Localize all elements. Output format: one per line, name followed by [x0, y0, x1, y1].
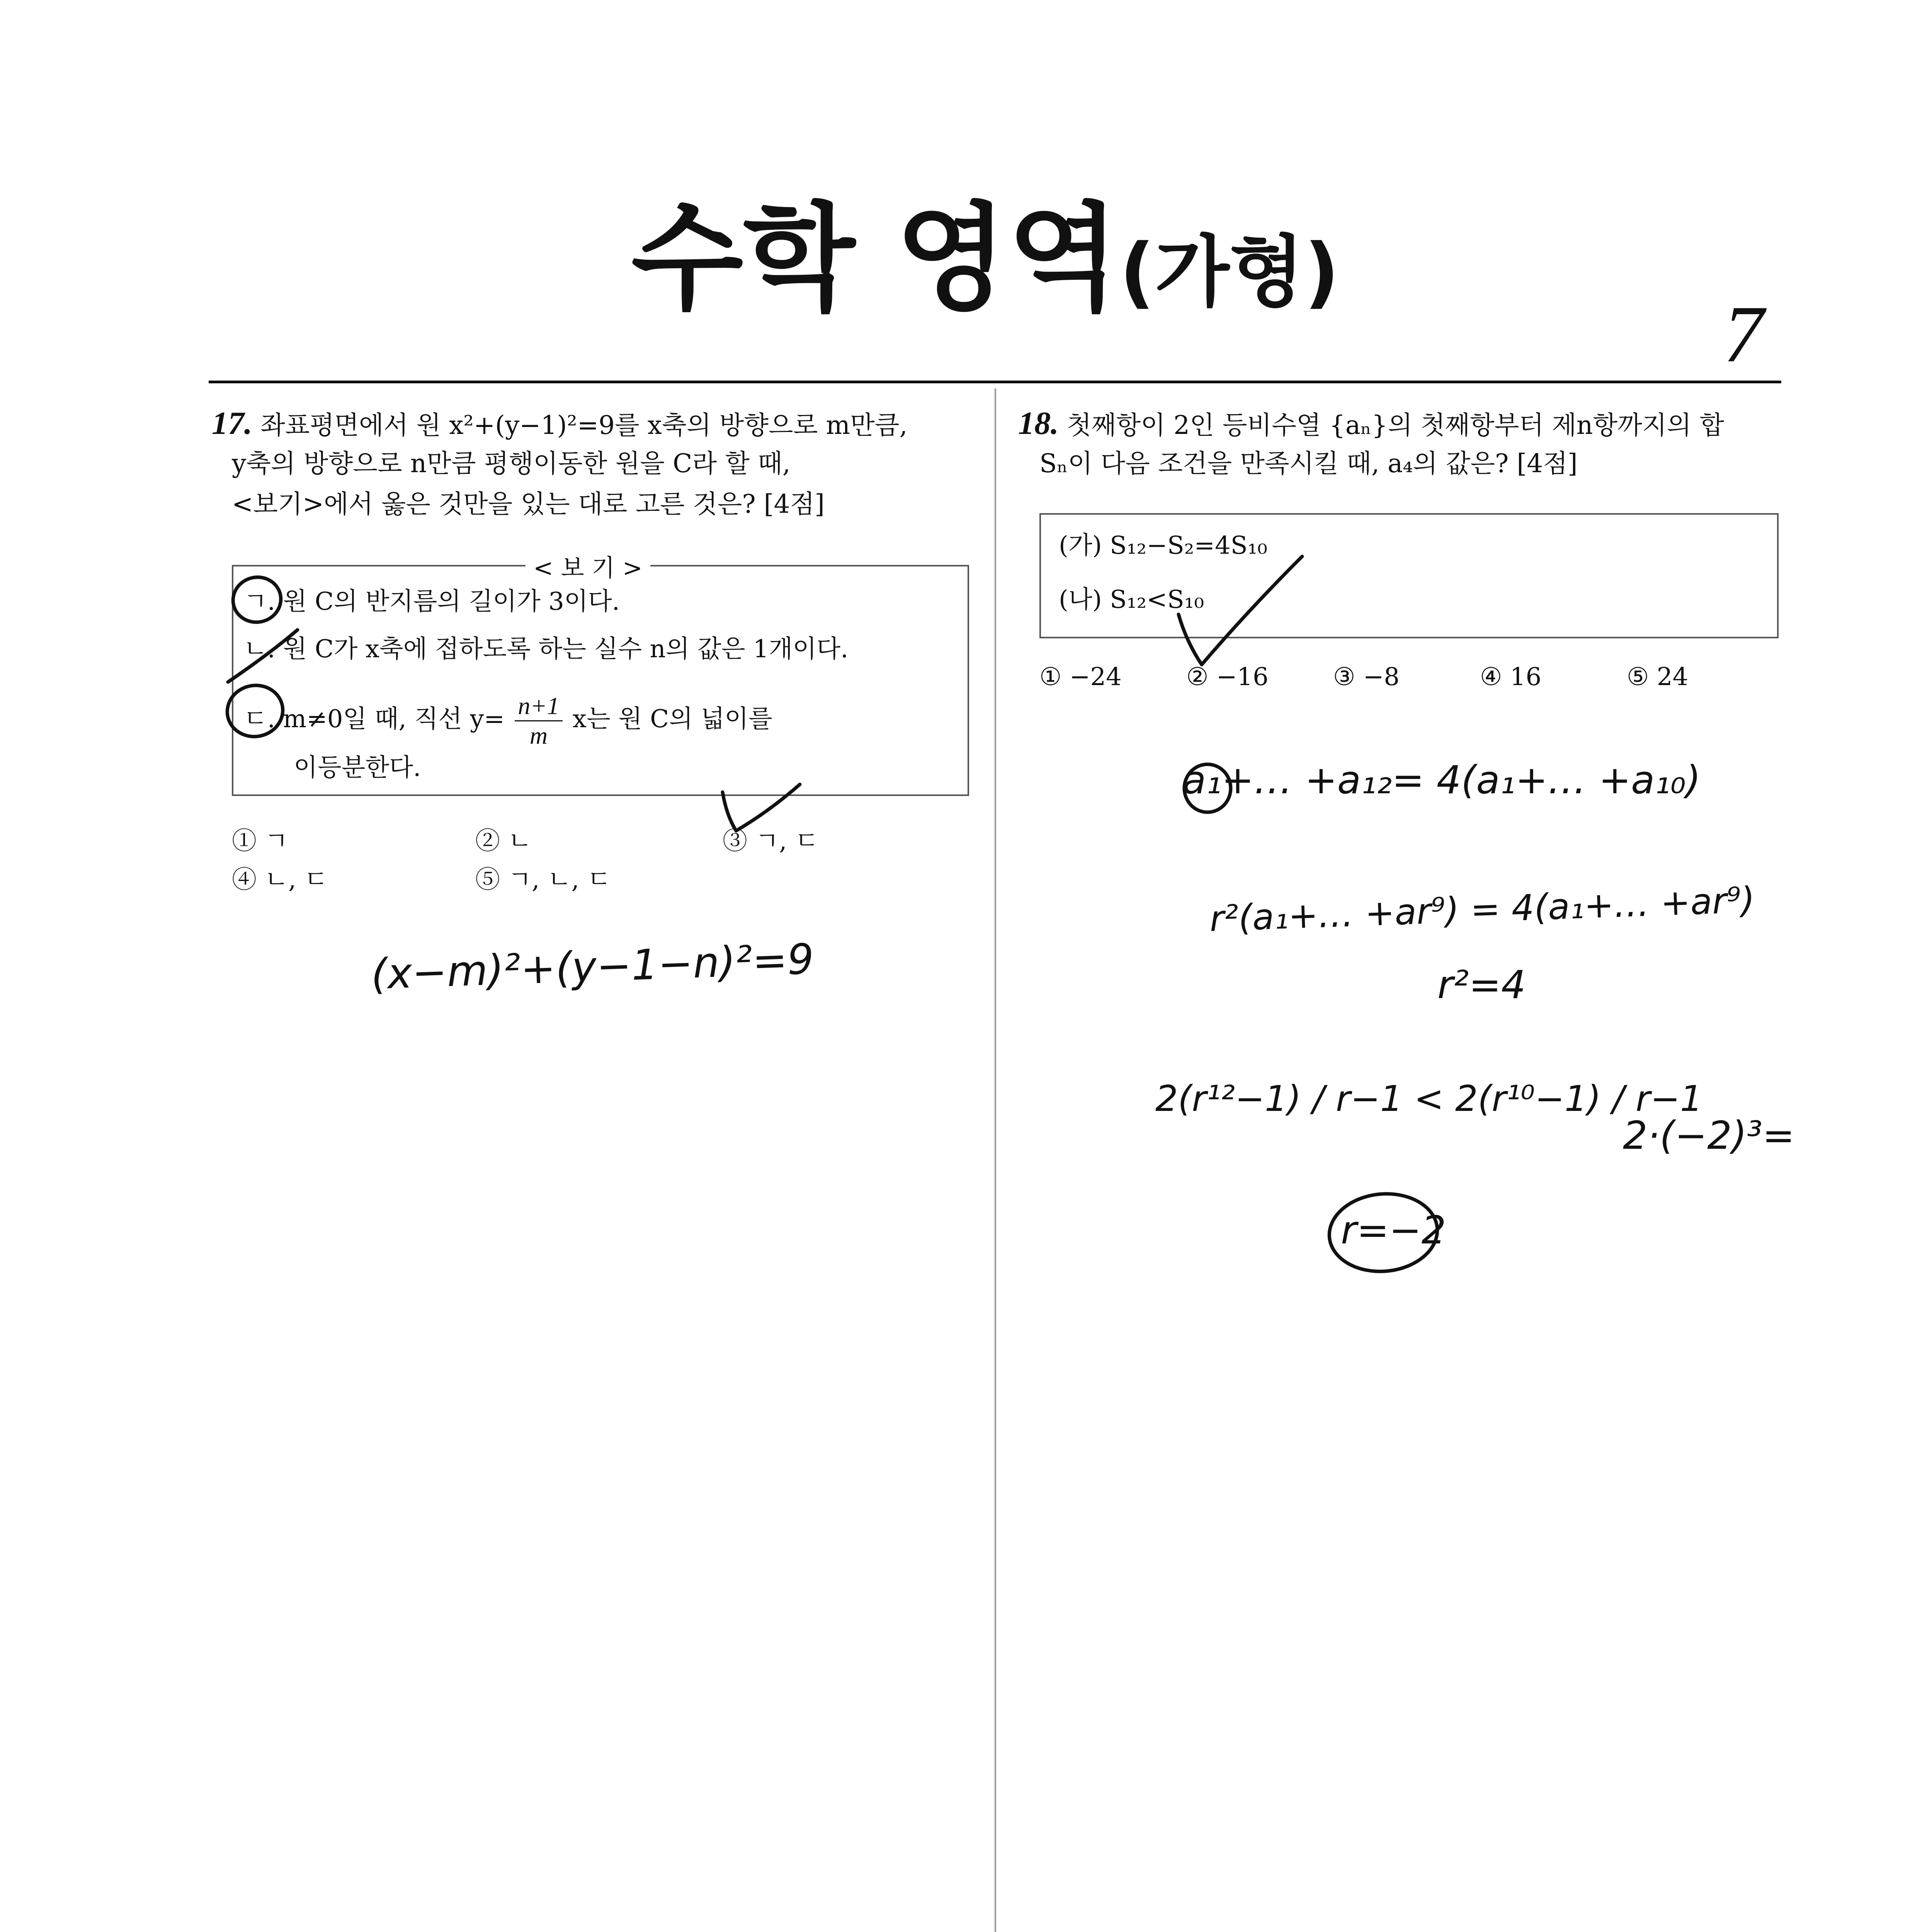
q17-handwriting: (x−m)²+(y−1−n)²=9 [370, 935, 815, 999]
q17-text-line1: 좌표평면에서 원 x²+(y−1)²=9를 x축의 방향으로 m만큼, [260, 410, 908, 440]
q18-handwriting-2: r²(a₁+… +ar⁹) = 4(a₁+… +ar⁹) [1209, 879, 1756, 940]
q17-choice-4[interactable]: ④ ㄴ, ㄷ [232, 866, 328, 894]
q17-number: 17. [212, 405, 252, 441]
q18-handwriting-5: 2·(−2)³= [1623, 1113, 1795, 1158]
q18-choice-1[interactable]: ① −24 [1039, 663, 1122, 691]
q17-choice-3[interactable]: ③ ㄱ, ㄷ [723, 827, 819, 855]
title-main: 수학 영역 [631, 191, 1120, 326]
q17-item-b: ㄴ. 원 C가 x축에 접하도록 하는 실수 n의 값은 1개이다. [243, 635, 849, 663]
q17-item-c-text: ㄷ. m≠0일 때, 직선 y= [243, 705, 505, 733]
q17-text-line2: y축의 방향으로 n만큼 평행이동한 원을 C라 할 때, [232, 449, 791, 478]
q18-handwriting-3: r²=4 [1437, 962, 1526, 1007]
title-sub: (가형) [1119, 227, 1340, 317]
q18-condition-a: (가) S₁₂−S₂=4S₁₀ [1059, 531, 1267, 560]
q18-choice-4[interactable]: ④ 16 [1480, 663, 1542, 691]
q17-fraction-denominator: m [529, 722, 548, 749]
q17-bogi-title: < 보 기 > [526, 549, 650, 583]
q18-handwriting-4: 2(r¹²−1) / r−1 < 2(r¹⁰−1) / r−1 [1155, 1078, 1703, 1119]
q17-choice-2[interactable]: ② ㄴ [475, 827, 532, 855]
q18-choice-2[interactable]: ② −16 [1186, 663, 1269, 691]
q17-item-c-text-2: x는 원 C의 넓이를 [572, 705, 772, 733]
q17-choice-1[interactable]: ① ㄱ [232, 827, 289, 855]
q17-item-c-cont: 이등분한다. [294, 753, 421, 782]
q18-number: 18. [1018, 405, 1059, 441]
q18-handwriting-6: r=−2 [1341, 1208, 1446, 1253]
q18-choice-3[interactable]: ③ −8 [1333, 663, 1400, 691]
q18-condition-b: (나) S₁₂<S₁₀ [1059, 585, 1204, 614]
q17-text-line3: <보기>에서 옳은 것만을 있는 대로 고른 것은? [4점] [232, 489, 825, 519]
q18-text-line2: Sₙ이 다음 조건을 만족시킬 때, a₄의 값은? [4점] [1039, 449, 1578, 478]
q17-fraction-numerator: n+1 [515, 692, 562, 721]
q17-item-a: ㄱ. 원 C의 반지름의 길이가 3이다. [243, 587, 620, 616]
q18-choice-5[interactable]: ⑤ 24 [1627, 663, 1689, 691]
page-number: 7 [1723, 289, 1764, 379]
q18-handwriting-1: a₁+… +a₁₂= 4(a₁+… +a₁₀) [1182, 757, 1701, 803]
q18-text-line1: 첫째항이 2인 등비수열 {aₙ}의 첫째항부터 제n항까지의 합 [1066, 410, 1725, 440]
q17-choice-5[interactable]: ⑤ ㄱ, ㄴ, ㄷ [475, 866, 611, 894]
